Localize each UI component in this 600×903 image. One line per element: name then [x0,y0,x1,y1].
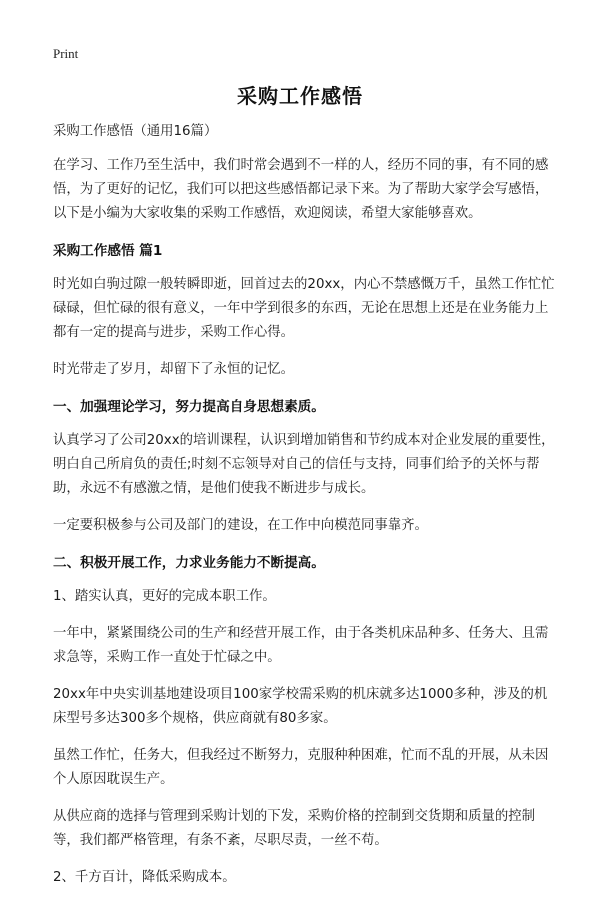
page-title: 采购工作感悟 [237,84,363,108]
paragraph: 1、踏实认真，更好的完成本职工作。 [53,589,276,604]
section-heading-1: 采购工作感悟 篇1 [53,243,163,259]
paragraph: 一定要积极参与公司及部门的建设，在工作中向模范同事靠齐。 [53,518,428,533]
paragraph: 时光如白驹过隙一般转瞬即逝，回首过去的20xx，内心不禁感慨万千，虽然工作忙忙碌碌，但忙碌的很有意义，一年中学到很多的东西，无论在思想上还是在业务能力上都有一定的提高与进步，采购工作心得。 [53,277,555,340]
paragraph: 时光带走了岁月，却留下了永恒的记忆。 [53,362,295,377]
paragraph: 2、千方百计，降低采购成本。 [53,870,236,885]
print-label[interactable]: Print [53,46,79,61]
paragraph: 一年中，紧紧围绕公司的生产和经营开展工作，由于各类机床品种多、任务大、且需求急等，采购工作一直处于忙碌之中。 [53,626,549,665]
document-body [53,120,558,903]
paragraph: 20xx年中央实训基地建设项目100家学校需采购的机床就多达1000多种，涉及的机床型号多达300多个规格，供应商就有80多家。 [53,687,548,726]
document-subtitle: 采购工作感悟（通用16篇） [53,124,218,139]
subheading-2: 二、积极开展工作，力求业务能力不断提高。 [53,555,325,571]
paragraph: 认真学习了公司20xx的培训课程，认识到增加销售和节约成本对企业发展的重要性，明白自己所肩负的责任;时刻不忘领导对自己的信任与支持，同事们给予的关怀与帮助，永远不有感激之情，是他们使我不断进步与成长。 [53,433,555,496]
paragraph: 虽然工作忙，任务大，但我经过不断努力，克服种种困难，忙而不乱的开展，从未因个人原因耽误生产。 [53,748,549,787]
intro-paragraph: 在学习、工作乃至生活中，我们时常会遇到不一样的人，经历不同的事，有不同的感悟，为了更好的记忆，我们可以把这些感悟都记录下来。为了帮助大家学会写感悟，以下是小编为大家收集的采购工作感悟，欢迎阅读，希望大家能够喜欢。 [53,158,549,221]
subheading-1: 一、加强理论学习，努力提高自身思想素质。 [53,399,325,415]
paragraph: 从供应商的选择与管理到采购计划的下发，采购价格的控制到交货期和质量的控制等，我们都严格管理，有条不紊，尽职尽责，一丝不苟。 [53,809,536,848]
